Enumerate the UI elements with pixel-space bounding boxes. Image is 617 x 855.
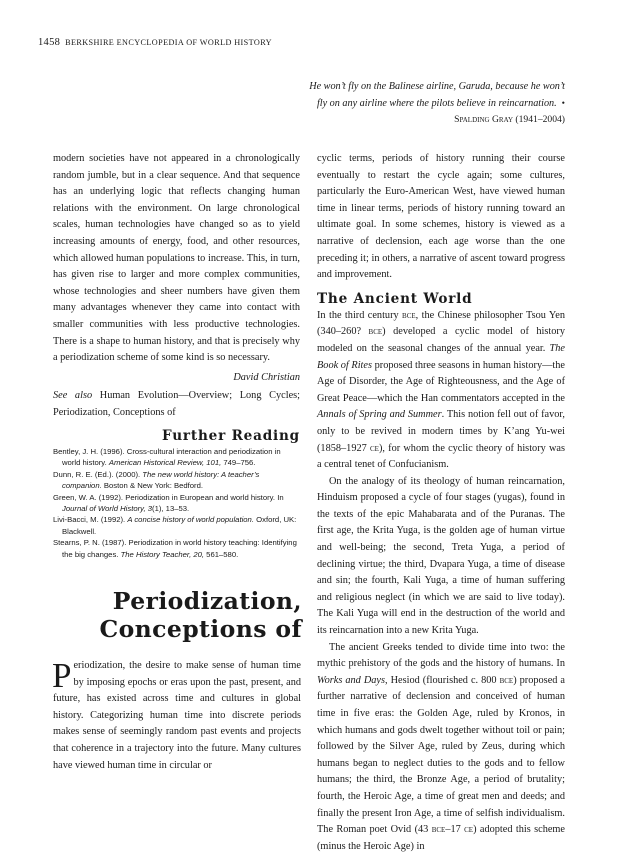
reference-entry: Livi-Bacci, M. (1992). A concise history of world population. Oxford, UK: Blackwell. <box>53 515 297 536</box>
bullet-icon: • <box>561 97 565 109</box>
article-intro <box>53 658 301 774</box>
epigraph <box>300 79 565 129</box>
paragraph-greeks: The ancient Greeks tended to divide time into two: the mythic prehistory of the gods and the history of humans. In Works and Days, Hesiod (flourished c. 800 bce) proposed a further narrative of declension and conceived of human time in five eras: the Golden Age, ruled by Kronos, in which humans and gods dwelt together without toil or pain; followed by the Silver Age, ruled by Zeus, during which humans began to neglect duties to the gods and to fellow humans; the third, the Bronze Age, a period of brutality; fourth, the Heroic Age, a time of great men and deeds; and finally the present Iron Age, a time of selfish individualism. The Roman poet Ovid (43 bce–17 ce) adopted this scheme (minus the Heroic Age) in <box>317 641 565 852</box>
see-also <box>53 388 300 421</box>
article-author: David Christian <box>233 371 300 383</box>
see-also-label: See also <box>53 390 93 402</box>
running-title: BERKSHIRE ENCYCLOPEDIA OF WORLD HISTORY <box>65 38 272 47</box>
epigraph-quote: He won’t fly on the Balinese airline, Garuda, because he won’t fly on any airline where the pilots believe in reincarnation. <box>309 81 565 109</box>
reference-entry: Bentley, J. H. (1996). Cross-cultural interaction and periodization in world history. American Historical Review, 101, 749–756. <box>53 447 281 468</box>
paragraph-hinduism: On the analogy of its theology of human reincarnation, Hinduism proposed a cycle of four stages (yugas), found in the texts of the epic Mahabarata and of the Puranas. The first age, the Krita Yuga, is the golden age of human virtue and well-being; the second, Treta Yuga, a period of declining virtue; the third, Dvapara Yuga, a time of disease and sin; the fourth, Kali Yuga, a time of human suffering and religious neglect (in which we are said to live today). The Kali Yuga will end in the destruction of the world and its reincarnation into a new Krita Yuga. <box>317 475 565 637</box>
right-column <box>317 151 565 855</box>
further-reading-list <box>53 446 300 560</box>
reference-entry: Green, W. A. (1992). Periodization in European and world history. In Journal of World History, 3(1), 13–53. <box>53 492 284 514</box>
running-header <box>38 37 583 48</box>
further-reading-heading: Further Reading <box>162 428 300 444</box>
drop-cap: P <box>52 656 72 695</box>
continued-paragraph: modern societies have not appeared in a chronologically random jumble, but in a clear sequence. And that sequence has an underlying logic that reflects changing human relations with the environment. On large chronological scales, human technologies have changed so as to yield increasing amounts of energy, food, and other resources, which allowed human populations to increase. This, in turn, has given rise to larger and more complex communities, whose technologies and sheer numbers have given them many advantages whenever they came into contact with smaller communities with less productive technologies. There is a shape to human history, and that is precisely why a periodization scheme of some kind is so necessary. <box>53 153 300 364</box>
reference-entry: Stearns, P. N. (1987). Periodization in world history teaching: Identifying the big changes. The History Teacher, 20, 561–580. <box>53 538 297 559</box>
intro-text: eriodization, the desire to make sense of human time by imposing epochs or eras upon the past, present, and future, has existed across time and cultures in global history. Categorizing human time into discrete periods makes sense of seemingly random past events and projects that coherence in a trajectory into the future. Many cultures have viewed human time in circular or <box>53 660 301 771</box>
paragraph-china: In the third century bce, the Chinese philosopher Tsou Yen (340–260? bce) developed a cyclic model of history modeled on the seasonal changes of the annual year. The Book of Rites proposed three seasons in human history—the Age of Disorder, the Age of Righteousness, and the Age of Great Peace—which the Han commentators accepted in the Annals of Spring and Summer. This notion fell out of favor, only to be revived in modern times by K’ang Yu-wei (1858–1927 ce), for whom the cyclic theory of history was a central tenet of Confucianism. <box>317 309 566 471</box>
article-title-line-2: Conceptions of <box>99 614 302 643</box>
see-also-links[interactable]: Human Evolution—Overview; Long Cycles; Periodization, Conceptions of <box>53 390 301 418</box>
page-number: 1458 <box>38 37 61 48</box>
left-column <box>53 151 300 422</box>
article-title-line-1: Periodization, <box>112 587 302 615</box>
epigraph-author: Spalding Gray (1941–2004) <box>454 114 565 126</box>
section-heading-ancient-world: The Ancient World <box>317 290 473 307</box>
paragraph-cyclic: cyclic terms, periods of history running their course eventually to restart the cycle again; some cultures, particularly the Euro-American West, have viewed human time in linear terms, periods of history running toward an ultimate goal. In some schemes, history is viewed as a narrative of declension, each age worse than the one preceding it; in others, a narrative of ascent toward progress and improvement. <box>317 153 565 281</box>
reference-entry: Dunn, R. E. (Ed.). (2000). The new world history: A teacher’s companion. Boston & New York: Bedford. <box>53 469 260 491</box>
article-title <box>53 588 302 643</box>
